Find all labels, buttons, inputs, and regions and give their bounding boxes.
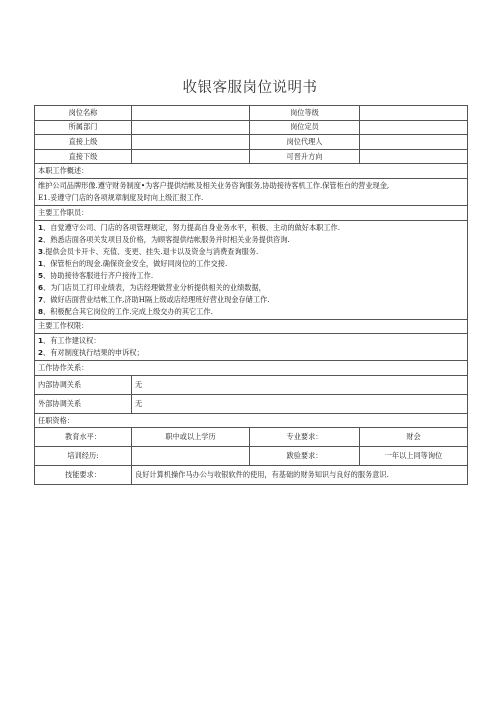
direct-subordinate-label: 直接下级: [35, 149, 132, 164]
experience-label: 跋验要求：: [250, 447, 360, 466]
promotion-label: 可晋升方向: [250, 149, 360, 164]
department-value[interactable]: [132, 120, 250, 135]
deputy-label: 岗位代理人: [250, 135, 360, 150]
row-department: [35, 120, 468, 135]
duty-item: 6、为门店员工打印业绩表，为店经理做营业分析提供相关的业绩数据，: [38, 282, 266, 292]
external-relation-row: [35, 394, 468, 413]
headcount-value[interactable]: [360, 120, 468, 135]
authority-body-row: [35, 334, 468, 361]
direct-superior-label: 直接上级: [35, 135, 132, 150]
authority-heading-row: [35, 319, 468, 334]
promotion-value[interactable]: [360, 149, 468, 164]
row-direct-superior: [35, 135, 468, 150]
position-name-value[interactable]: [132, 106, 250, 121]
authority-heading: 主要工作权限：: [35, 319, 468, 334]
duties-heading-row: [35, 205, 468, 220]
education-row: [35, 428, 468, 447]
authority-item: 2、有对制度执行结果的申诉权；: [38, 348, 144, 358]
department-label: 所属部门: [35, 120, 132, 135]
experience-value[interactable]: 一年以上同等询位: [360, 447, 468, 466]
row-direct-subordinate: [35, 149, 468, 164]
training-row: [35, 447, 468, 466]
overview-line-2: E1.妥遵守门店的各项规章制度及时向上级汇报工作.: [38, 192, 204, 202]
duties-body-row: [35, 220, 468, 319]
authority-item: 1、有工作建议权：: [38, 336, 101, 346]
duty-item: 1、保管柜台的现金.确保资金安全，做好同岗位的工作交接.: [38, 258, 228, 268]
external-relation-value[interactable]: 无: [132, 394, 468, 413]
row-position-name: [35, 106, 468, 121]
major-label: 专业要求：: [250, 428, 360, 447]
overview-line-1: 维护公司品牌形像.遵守财务制度•为客户提供结帐及相关业务咨询服务,协助接待客机工作.保管柜台的营业现金,: [38, 180, 390, 190]
position-level-value[interactable]: [360, 106, 468, 121]
education-label: 教育水平：: [35, 428, 132, 447]
position-name-label: 岗位名称: [35, 106, 132, 121]
duty-item: 2、熟悉店面各项关发项目及价格，为顾客提供结帐服务并时相关业务提供咨询.: [38, 234, 290, 244]
authority-list: [35, 334, 468, 361]
direct-subordinate-value[interactable]: [132, 149, 250, 164]
training-value[interactable]: [132, 447, 250, 466]
skills-label: 技能要求：: [35, 466, 132, 485]
overview-heading-row: [35, 164, 468, 179]
direct-superior-value[interactable]: [132, 135, 250, 150]
headcount-label: 岗位定员: [250, 120, 360, 135]
position-level-label: 岗位等级: [250, 106, 360, 121]
duty-item: 5、协助接待客服进行齐户接待工作.: [38, 270, 154, 280]
duty-item: 1、自觉遵守公司、门店的各项管理规定，努力提高自身业务水平，积极、主动的做好本职工作.: [38, 222, 340, 232]
collaboration-heading-row: [35, 361, 468, 376]
skills-row: [35, 466, 468, 485]
duty-item: 3.提供会员卡开卡、充值、变更、挂失.退卡以及资金与消费查询服务.: [38, 246, 259, 256]
external-relation-label: 外部协调关系: [35, 394, 132, 413]
education-value[interactable]: 职中或以上学历: [132, 428, 250, 447]
duties-heading: 主要工作职员：: [35, 205, 468, 220]
qualification-heading-row: [35, 413, 468, 428]
internal-relation-label: 内部协调关系: [35, 375, 132, 394]
skills-value[interactable]: 良好计算机操作马办公与收银软件的使用，有基础的财务知识与良好的服务意识.: [132, 466, 468, 485]
training-label: 培训经历:: [35, 447, 132, 466]
duty-item: 8、积极配合其它岗位的工作.完成上级交办的其它工作.: [38, 306, 213, 316]
document-title: 收银客服岗位说明书: [182, 80, 318, 96]
duties-list: [35, 220, 468, 319]
overview-body: [35, 178, 468, 205]
overview-body-row: [35, 178, 468, 205]
duty-item: 7、做好店面营业结帐工作,济助H隔上级或店经理班好营业现金存储工作.: [38, 294, 270, 304]
overview-heading: 本职工作概述：: [35, 164, 468, 179]
job-description-table: [34, 105, 468, 485]
major-value[interactable]: 财会: [360, 428, 468, 447]
deputy-value[interactable]: [360, 135, 468, 150]
collaboration-heading: 工作协作关系：: [35, 361, 468, 376]
internal-relation-value[interactable]: 无: [132, 375, 468, 394]
internal-relation-row: [35, 375, 468, 394]
qualification-heading: 任职资格：: [35, 413, 468, 428]
